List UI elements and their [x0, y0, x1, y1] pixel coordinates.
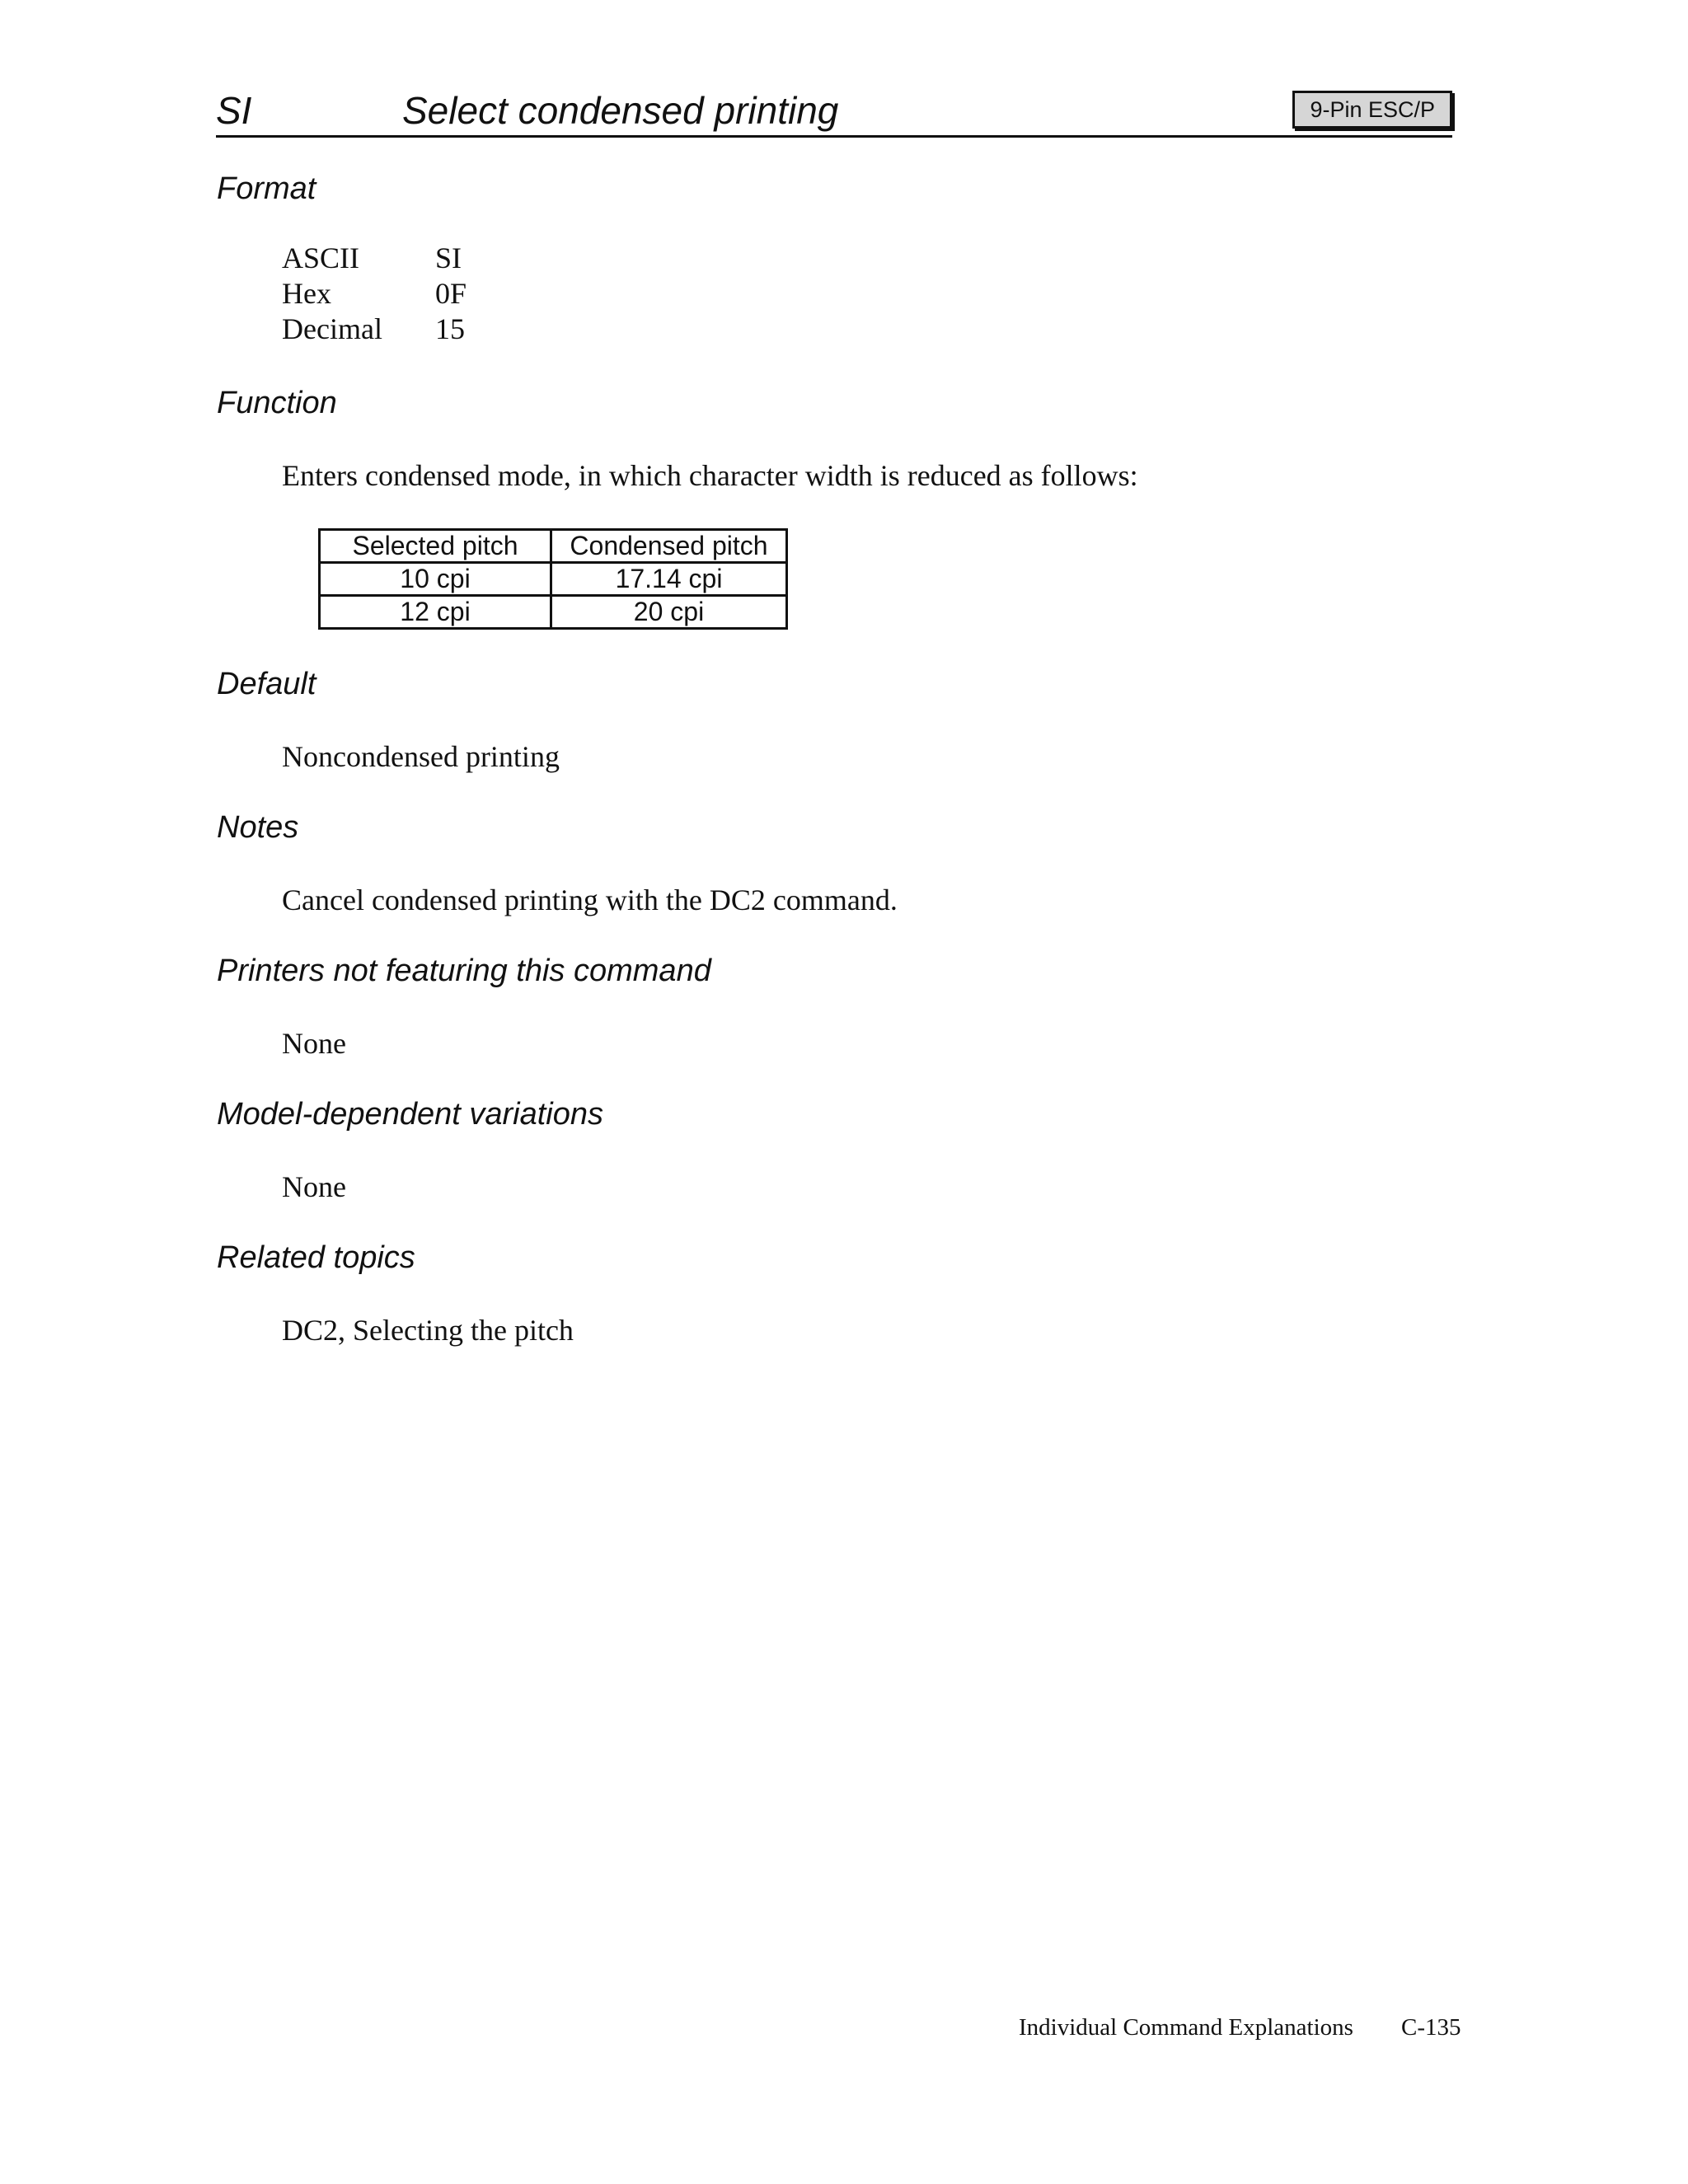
table-header-condensed-pitch: Condensed pitch [551, 530, 787, 563]
function-text: Enters condensed mode, in which character width is reduced as follows: [282, 459, 1138, 492]
format-row-ascii [282, 241, 467, 276]
footer-section-title: Individual Command Explanations [1019, 2014, 1353, 2041]
model-dependent-heading: Model-dependent variations [217, 1097, 603, 1132]
command-code: SI [216, 89, 252, 132]
format-label: Decimal [282, 312, 382, 345]
table-row [320, 563, 787, 596]
format-row-hex [282, 276, 467, 312]
table-cell: 10 cpi [320, 563, 551, 596]
table-cell: 17.14 cpi [551, 563, 787, 596]
command-title: Select condensed printing [402, 89, 839, 132]
table-header-selected-pitch: Selected pitch [320, 530, 551, 563]
format-grid [282, 241, 467, 347]
pitch-table [318, 528, 788, 630]
printers-not-featuring-heading: Printers not featuring this command [217, 954, 711, 988]
function-heading: Function [217, 386, 337, 420]
format-value: 0F [435, 277, 467, 310]
printers-not-featuring-text: None [282, 1027, 346, 1060]
model-dependent-text: None [282, 1170, 346, 1203]
default-text: Noncondensed printing [282, 740, 560, 773]
format-label: Hex [282, 277, 331, 310]
format-value: 15 [435, 312, 465, 345]
related-topics-heading: Related topics [217, 1240, 415, 1275]
related-topics-text: DC2, Selecting the pitch [282, 1314, 574, 1347]
notes-text: Cancel condensed printing with the DC2 command. [282, 883, 898, 916]
page-header [216, 82, 1452, 138]
format-label: ASCII [282, 241, 360, 274]
table-header-row [320, 530, 787, 563]
default-heading: Default [217, 667, 316, 701]
table-cell: 12 cpi [320, 596, 551, 629]
notes-heading: Notes [217, 810, 299, 845]
format-value: SI [435, 241, 462, 274]
printer-class-badge: 9-Pin ESC/P [1292, 91, 1452, 129]
footer-page-number: C-135 [1401, 2014, 1461, 2041]
table-row [320, 596, 787, 629]
table-cell: 20 cpi [551, 596, 787, 629]
format-heading: Format [217, 171, 316, 206]
format-row-decimal [282, 312, 467, 347]
